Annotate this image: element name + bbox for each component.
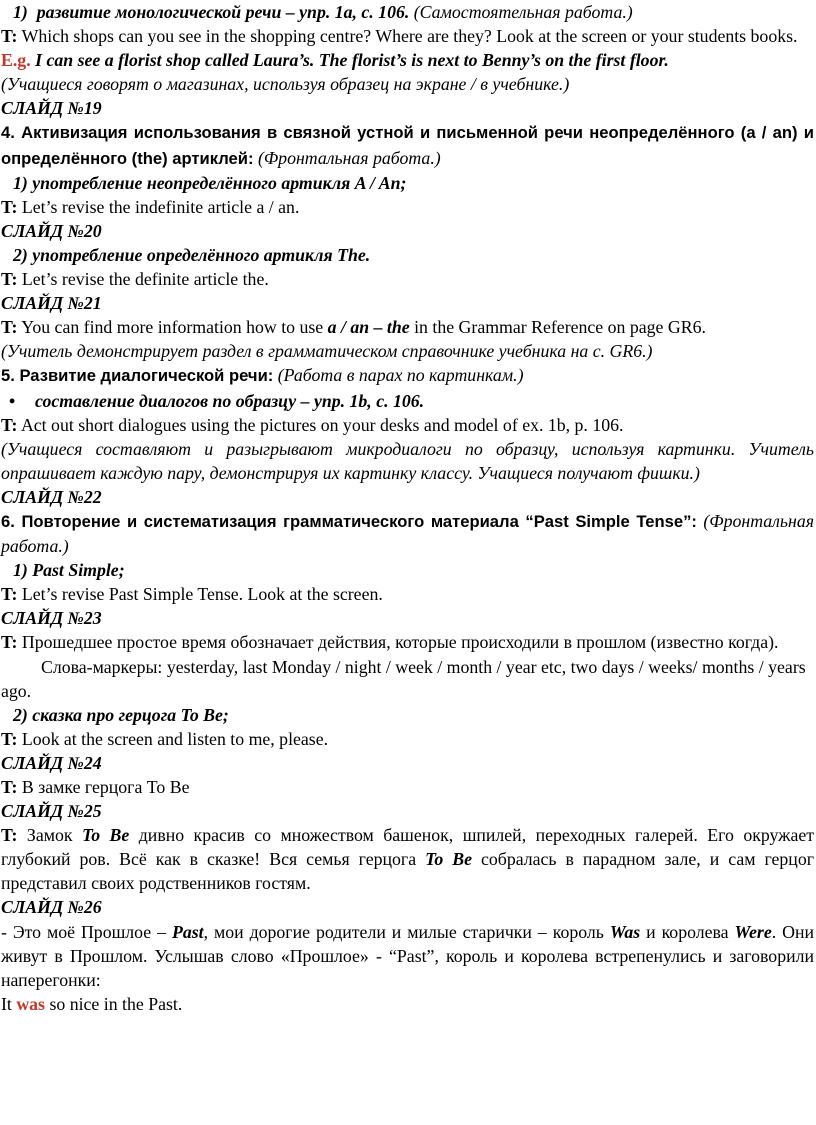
bullet-item (1, 389, 814, 413)
work-mode: (Фронтальная работа.) (257, 147, 441, 168)
teacher-line (1, 267, 814, 291)
teacher-line (1, 24, 814, 48)
teacher-note: (Учитель демонстрирует раздел в грамматическом справочнике учебника на с. GR6.) (1, 341, 653, 362)
subitem-indefinite: 1) употребление неопределённого артикля A / An; (13, 172, 407, 193)
story-text: и королева (646, 921, 729, 942)
teacher-line (1, 823, 814, 895)
teacher-text: Прошедшее простое время обозначает действия, которые происходили в прошлом (известно когда). (21, 632, 779, 653)
section-heading: 5. Развитие диалогической речи: (1, 366, 274, 386)
example-line (1, 48, 814, 72)
teacher-label: T: (1, 414, 18, 435)
students-note: (Учащиеся говорят о магазинах, используя образец на экране / в учебнике.) (1, 74, 570, 95)
item-heading: развитие монологической речи – упр. 1a, с. 106. (36, 2, 410, 22)
teacher-text: В замке герцога To Be (21, 777, 190, 797)
section-5-heading (1, 363, 814, 388)
work-mode: (Работа в парах по картинкам.) (277, 365, 524, 386)
teacher-text: in the Grammar Reference on page GR6. (414, 317, 706, 338)
example-sentence (1, 992, 814, 1016)
example-label: E.g. (1, 50, 31, 71)
subitem-definite: 2) употребление определённого артикля The. (13, 244, 371, 265)
teacher-label: T: (1, 584, 18, 605)
item-monologue (1, 0, 814, 24)
teacher-line (1, 195, 814, 219)
teacher-text: Look at the screen and listen to me, please. (21, 728, 329, 749)
teacher-text: Замок (26, 825, 73, 846)
example-text: I can see a florist shop called Laura’s. The florist’s is next to Benny’s on the first floor. (35, 50, 669, 71)
past-emphasis: Past (171, 921, 204, 942)
teacher-label: T: (1, 632, 18, 653)
work-mode: (Самостоятельная работа.) (413, 2, 633, 22)
teacher-label: T: (1, 777, 18, 797)
sentence-text: It (1, 993, 12, 1014)
story-text: . Они живут в Прошлом. Услышав слово «Прошлое» - “Past”, король и королева встрепенулись и заговорили наперегонки: (1, 921, 815, 990)
teacher-label: T: (1, 728, 18, 749)
articles-emphasis: a / an – the (327, 317, 410, 338)
section-4-heading (1, 120, 814, 170)
bullet-text: составление диалогов по образцу – упр. 1b, с. 106. (35, 390, 425, 411)
teacher-line (1, 630, 814, 654)
bullet-icon: • (9, 390, 16, 411)
slide-label: СЛАЙД №19 (1, 98, 102, 119)
marker-words (1, 655, 814, 703)
teacher-text: Let’s revise the indefinite article a / an. (21, 196, 300, 217)
teacher-line (1, 775, 814, 799)
teacher-label: T: (1, 269, 18, 290)
story-text: , мои дорогие родители и милые старички – король (203, 921, 604, 942)
section-6-heading (1, 509, 814, 558)
were-emphasis: Were (734, 921, 772, 942)
teacher-line (1, 582, 814, 606)
section-heading: 6. Повторение и систематизация грамматического материала “Past Simple Tense”: (1, 511, 697, 531)
students-note: (Учащиеся составляют и разыгрывают микродиалоги по образцу, используя картинки. Учитель опрашивает каждую пару, демонстрируя их картинку классу. Учащиеся получают фишки.) (1, 438, 814, 483)
slide-label: СЛАЙД №24 (1, 752, 102, 773)
teacher-text: дивно красив со множеством башенок, шпилей, переходных галерей. Его окружает глубокий ров. Всё как в сказке! Вся семья герцога (1, 825, 814, 870)
teacher-text: Which shops can you see in the shopping centre? Where are they? Look at the screen or your students books. (21, 26, 798, 47)
slide-label: СЛАЙД №23 (1, 608, 102, 629)
slide-label: СЛАЙД №21 (1, 293, 102, 314)
story-paragraph (1, 920, 814, 992)
was-highlight: was (16, 993, 45, 1014)
slide-label: СЛАЙД №22 (1, 486, 102, 507)
slide-label: СЛАЙД №20 (1, 220, 102, 241)
to-be-emphasis: To Be (425, 849, 472, 870)
was-emphasis: Was (609, 921, 641, 942)
teacher-line (1, 413, 814, 437)
item-number: 1) (13, 2, 28, 22)
teacher-text: Act out short dialogues using the pictures on your desks and model of ex. 1b, p. 106. (20, 414, 624, 435)
teacher-label: T: (1, 196, 18, 217)
teacher-text: Let’s revise Past Simple Tense. Look at the screen. (21, 584, 383, 605)
marker-words-text: Слова-маркеры: yesterday, last Monday / night / week / month / year etc, two days / weeks/ months / years ago. (1, 656, 806, 701)
teacher-label: T: (1, 26, 18, 47)
section-heading: 4. Активизация использования в связной устной и письменной речи неопределённого (a / an) и определённого (the) артиклей: (1, 123, 814, 168)
work-mode: (Фронтальная работа.) (1, 510, 814, 557)
teacher-text: Let’s revise the definite article the. (21, 269, 269, 290)
story-text: - Это моё Прошлое – (1, 921, 166, 942)
teacher-line (1, 727, 814, 751)
teacher-line (1, 315, 814, 339)
subitem-past-simple: 1) Past Simple; (13, 560, 125, 581)
teacher-text: собралась в парадном зале, и сам герцог представил своих родственников гостям. (1, 849, 815, 894)
teacher-label: T: (1, 825, 18, 846)
slide-label: СЛАЙД №26 (1, 897, 102, 918)
slide-label: СЛАЙД №25 (1, 801, 102, 822)
sentence-text: so nice in the Past. (49, 993, 183, 1014)
teacher-text: You can find more information how to use (21, 317, 324, 338)
teacher-label: T: (1, 317, 18, 338)
to-be-emphasis: To Be (81, 825, 130, 846)
subitem-fairy-tale: 2) сказка про герцога To Be; (13, 704, 229, 725)
